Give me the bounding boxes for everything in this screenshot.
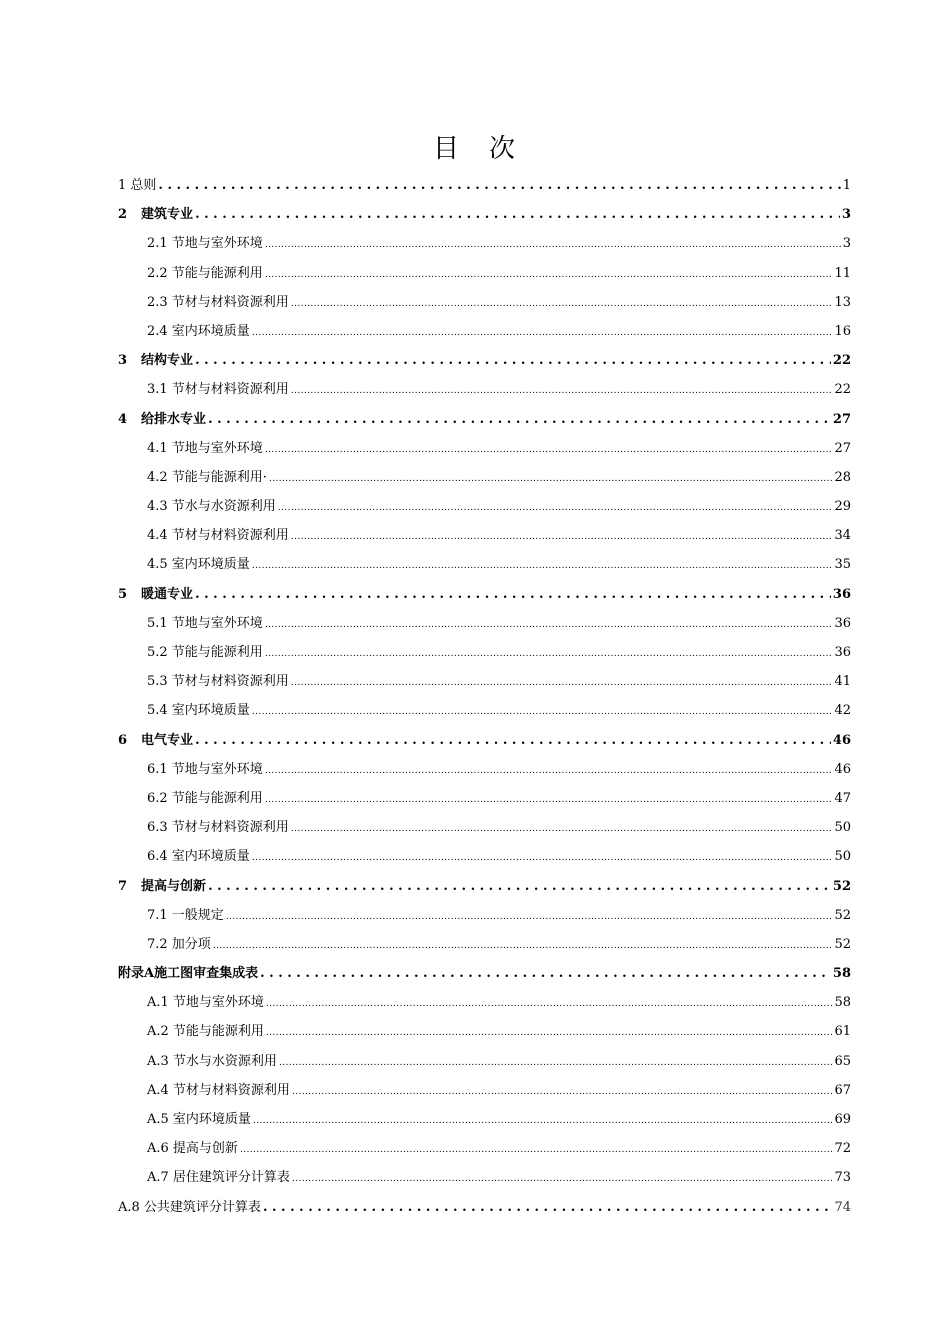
- toc-entry-label: 3.1 节材与材料资源利用: [147, 382, 289, 398]
- toc-dot-leader: [252, 696, 833, 727]
- toc-page-number: 72: [834, 1141, 851, 1157]
- toc-dot-leader: [269, 463, 833, 494]
- toc-page-number: 36: [834, 645, 851, 660]
- toc-dot-leader: [292, 1163, 833, 1194]
- toc-dot-leader: [195, 200, 840, 229]
- toc-entry-label: A.1 节地与室外环境: [147, 995, 264, 1011]
- toc-page-number: 11: [834, 265, 851, 281]
- toc-entry-number: 6: [118, 732, 128, 748]
- toc-dot-leader: [266, 988, 833, 1019]
- toc-entry-label: 建筑专业: [141, 207, 194, 223]
- toc-dot-leader: [278, 492, 833, 523]
- toc-page-number: 73: [834, 1170, 851, 1186]
- toc-entry-label: A.7 居住建筑评分计算表: [147, 1170, 290, 1186]
- toc-entry[interactable]: [118, 609, 851, 638]
- toc-dot-leader: [291, 288, 833, 319]
- toc-dot-leader: [291, 375, 833, 406]
- toc-entry[interactable]: [118, 1105, 851, 1134]
- toc-dot-leader: [158, 171, 840, 200]
- toc-page-number: 28: [834, 469, 851, 485]
- toc-dot-leader: [260, 959, 831, 988]
- toc-page-number: 52: [832, 878, 851, 894]
- toc-dot-leader: [252, 842, 833, 873]
- toc-entry[interactable]: [118, 375, 851, 404]
- toc-entry[interactable]: [118, 580, 851, 609]
- toc-dot-leader: [226, 901, 833, 932]
- toc-entry-label: 电气专业: [141, 732, 194, 748]
- toc-page-number: 34: [834, 528, 851, 544]
- toc-title: [0, 128, 950, 165]
- toc-entry[interactable]: [118, 463, 851, 492]
- toc-page-number: 50: [834, 849, 851, 865]
- toc-entry-label: 2.1 节地与室外环境: [147, 236, 263, 252]
- toc-page-number: 13: [834, 294, 851, 310]
- toc-entry-label: 4.2 节能与能源利用·: [147, 469, 267, 485]
- toc-entry-label: 提高与创新: [141, 878, 207, 894]
- toc-entry-label: 5.1 节地与室外环境: [147, 615, 263, 631]
- toc-entry-label: A.2 节能与能源利用: [147, 1024, 264, 1040]
- toc-dot-leader: [195, 580, 831, 609]
- toc-page-number: 67: [834, 1082, 851, 1098]
- toc-entry[interactable]: [118, 1193, 851, 1222]
- toc-entry-label: 5.4 室内环境质量: [147, 703, 250, 719]
- toc-entry[interactable]: [118, 1134, 851, 1163]
- table-of-contents: [118, 171, 851, 1222]
- toc-entry-label: 结构专业: [141, 353, 194, 369]
- toc-dot-leader: [291, 813, 833, 844]
- toc-entry[interactable]: [118, 988, 851, 1017]
- toc-page-number: 58: [834, 995, 851, 1011]
- toc-dot-leader: [263, 1193, 833, 1222]
- toc-page-number: 52: [834, 936, 851, 952]
- toc-title-text: 目 次: [432, 134, 517, 164]
- toc-page-number: 65: [834, 1053, 851, 1069]
- toc-entry[interactable]: [118, 959, 851, 988]
- toc-page-number: 47: [834, 790, 851, 806]
- toc-entry-label: 6.3 节材与材料资源利用: [147, 820, 289, 836]
- toc-entry[interactable]: [118, 1076, 851, 1105]
- toc-dot-leader: [265, 784, 833, 815]
- toc-entry[interactable]: [118, 638, 851, 667]
- toc-page-number: 22: [834, 382, 851, 398]
- toc-page-number: 35: [834, 557, 851, 573]
- toc-page-number: 58: [832, 966, 851, 982]
- toc-entry-number: 5: [118, 586, 128, 602]
- toc-entry-label: A.5 室内环境质量: [147, 1112, 251, 1127]
- toc-entry[interactable]: [118, 1163, 851, 1192]
- toc-entry-label: 2.3 节材与材料资源利用: [147, 294, 289, 310]
- toc-entry-label: 6.1 节地与室外环境: [147, 761, 263, 777]
- toc-entry-label: 2.2 节能与能源利用: [147, 265, 263, 281]
- toc-entry-label: A.6 提高与创新: [147, 1141, 238, 1157]
- toc-page-number: 74: [834, 1199, 851, 1215]
- toc-entry-number: 7: [118, 878, 128, 894]
- toc-entry-label: A.4 节材与材料资源利用: [147, 1082, 290, 1098]
- toc-entry-label: 6.2 节能与能源利用: [147, 790, 263, 806]
- toc-page-number: 3: [842, 236, 851, 252]
- toc-page-number: 36: [834, 615, 851, 631]
- toc-dot-leader: [253, 1105, 833, 1136]
- toc-entry-label: 附录A施工图审查集成表: [118, 966, 259, 982]
- toc-page-number: 27: [832, 411, 851, 427]
- toc-entry-label: 6.4 室内环境质量: [147, 849, 250, 865]
- toc-dot-leader: [265, 434, 833, 465]
- toc-entry[interactable]: [118, 901, 851, 930]
- toc-page-number: 69: [834, 1112, 851, 1127]
- toc-entry[interactable]: [118, 696, 851, 725]
- toc-entry[interactable]: [118, 288, 851, 317]
- toc-entry[interactable]: [118, 550, 851, 579]
- toc-entry-label: 5.3 节材与材料资源利用: [147, 674, 289, 690]
- toc-entry[interactable]: [118, 346, 851, 375]
- toc-entry[interactable]: [118, 872, 851, 901]
- toc-page-number: 36: [832, 586, 851, 602]
- toc-entry-number: 4: [118, 411, 128, 427]
- toc-dot-leader: [208, 872, 831, 901]
- toc-entry[interactable]: [118, 521, 851, 550]
- toc-entry[interactable]: [118, 784, 851, 813]
- toc-page-number: 3: [841, 207, 851, 223]
- toc-page-number: 41: [834, 674, 851, 690]
- toc-entry[interactable]: [118, 1047, 851, 1076]
- toc-dot-leader: [240, 1134, 833, 1165]
- toc-dot-leader: [265, 229, 841, 260]
- toc-entry-label: 5.2 节能与能源利用: [147, 645, 263, 660]
- toc-entry-label: A.3 节水与水资源利用: [147, 1053, 277, 1069]
- toc-entry[interactable]: [118, 229, 851, 258]
- toc-entry[interactable]: [118, 755, 851, 784]
- toc-dot-leader: [195, 346, 831, 375]
- toc-entry-label: 暖通专业: [141, 586, 194, 602]
- toc-entry-number: 2: [118, 207, 128, 223]
- toc-entry-label: 4.4 节材与材料资源利用: [147, 528, 289, 544]
- toc-entry-label: 1 总则: [118, 178, 157, 193]
- toc-page-number: 29: [834, 499, 851, 515]
- toc-dot-leader: [266, 1017, 833, 1048]
- toc-entry-label: 4.5 室内环境质量: [147, 557, 250, 573]
- toc-page-number: 46: [834, 761, 851, 777]
- toc-dot-leader: [252, 550, 833, 581]
- toc-entry[interactable]: [118, 1017, 851, 1046]
- toc-entry[interactable]: [118, 813, 851, 842]
- toc-dot-leader: [208, 405, 831, 434]
- toc-entry-number: 3: [118, 353, 128, 369]
- toc-dot-leader: [195, 726, 831, 755]
- toc-page-number: 61: [834, 1024, 851, 1040]
- toc-dot-leader: [265, 609, 833, 640]
- toc-dot-leader: [252, 317, 833, 348]
- toc-entry[interactable]: [118, 434, 851, 463]
- toc-dot-leader: [291, 521, 833, 552]
- toc-entry-label: 7.1 一般规定: [147, 907, 224, 923]
- toc-page-number: 27: [834, 440, 851, 456]
- toc-entry[interactable]: [118, 842, 851, 871]
- toc-entry-label: 2.4 室内环境质量: [147, 323, 250, 339]
- toc-dot-leader: [279, 1047, 833, 1078]
- toc-entry[interactable]: [118, 405, 851, 434]
- toc-entry-label: 4.1 节地与室外环境: [147, 440, 263, 456]
- toc-entry[interactable]: [118, 492, 851, 521]
- toc-entry[interactable]: [118, 930, 851, 959]
- toc-entry-label: 给排水专业: [141, 411, 207, 427]
- toc-page-number: 52: [834, 907, 851, 923]
- toc-page-number: 1: [842, 178, 851, 193]
- toc-entry[interactable]: [118, 726, 851, 755]
- toc-dot-leader: [213, 930, 833, 961]
- toc-page-number: 22: [832, 353, 851, 369]
- toc-dot-leader: [291, 667, 833, 698]
- toc-entry-label: 7.2 加分项: [147, 936, 211, 952]
- toc-entry-label: A.8 公共建筑评分计算表: [118, 1199, 261, 1215]
- toc-entry[interactable]: [118, 200, 851, 229]
- toc-entry[interactable]: [118, 171, 851, 200]
- toc-page-number: 50: [834, 820, 851, 836]
- toc-entry-label: 4.3 节水与水资源利用: [147, 499, 276, 515]
- toc-dot-leader: [265, 638, 833, 669]
- toc-entry[interactable]: [118, 667, 851, 696]
- toc-dot-leader: [292, 1076, 833, 1107]
- toc-dot-leader: [265, 755, 833, 786]
- toc-page-number: 16: [834, 323, 851, 339]
- toc-entry[interactable]: [118, 317, 851, 346]
- toc-page-number: 46: [832, 732, 851, 748]
- toc-page-number: 42: [834, 703, 851, 719]
- toc-dot-leader: [265, 259, 833, 290]
- toc-entry[interactable]: [118, 259, 851, 288]
